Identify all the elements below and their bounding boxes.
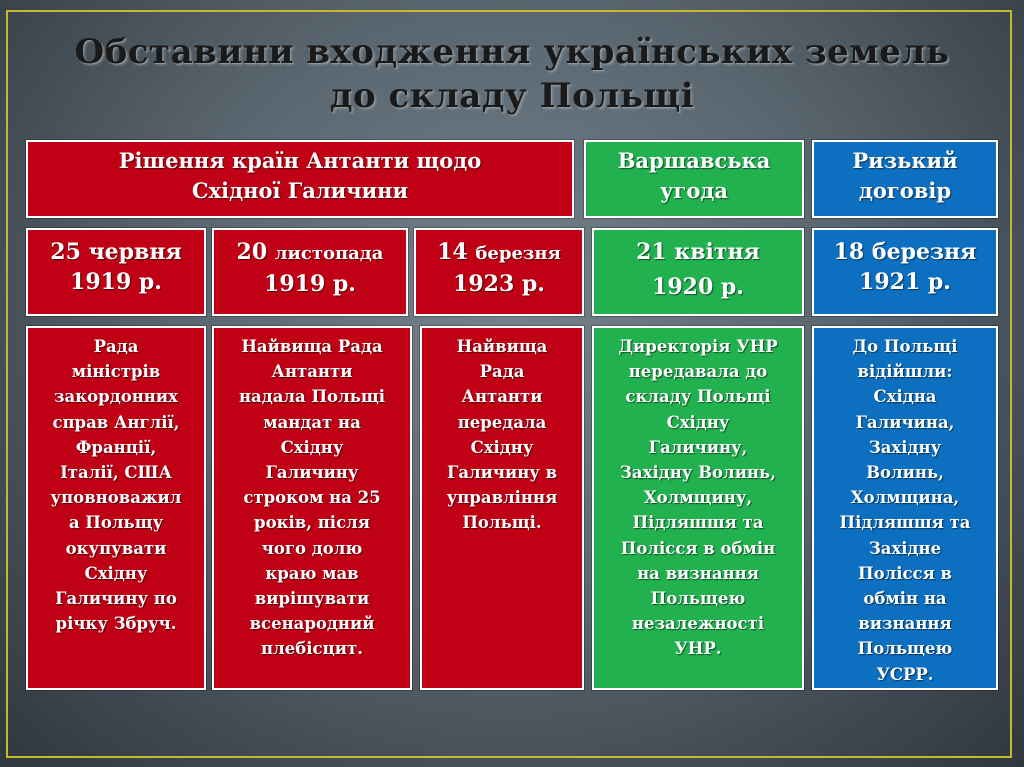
header-warsaw-line-2: угода	[660, 178, 728, 203]
date-2-day-month	[214, 237, 406, 269]
date-4-day: 21 квітня	[636, 239, 760, 265]
date-box-2	[212, 228, 408, 316]
header-entente-decisions	[26, 140, 574, 218]
date-1-day: 25 червня	[50, 239, 182, 265]
date-2-day: 20	[236, 239, 268, 265]
event-description-3: Найвища Рада Антанти передала Східну Галичину в управління Польщі.	[420, 326, 584, 690]
date-2-year: 1919 р.	[264, 271, 356, 297]
header-riga-line-1: Ризький	[852, 148, 958, 173]
date-3-month: березня	[475, 243, 561, 264]
date-5-year: 1921 р.	[859, 269, 951, 295]
date-1-year: 1919 р.	[70, 269, 162, 295]
date-box-4	[592, 228, 804, 316]
date-3-year: 1923 р.	[453, 271, 545, 297]
event-description-1: Рада міністрів закордонних справ Англії, Франції, Італії, США уповноважил а Польщу окупувати Східну Галичину по річку Збруч.	[26, 326, 206, 690]
date-box-5	[812, 228, 998, 316]
event-description-4: Директорія УНР передавала до складу Польщі Східну Галичину, Західну Волинь, Холмщину, Підляшшя та Полісся в обмін на визнання Польщею незалежності УНР.	[592, 326, 804, 690]
header-entente-line-2: Східної Галичини	[191, 178, 409, 203]
header-entente-line-1: Рішення країн Антанти щодо	[118, 148, 482, 173]
date-3-day-month	[416, 237, 582, 269]
event-description-2: Найвища Рада Антанти надала Польщі мандат на Східну Галичину строком на 25 років, після чого долю краю мав вирішувати всенародний плебісцит.	[212, 326, 412, 690]
date-4-year: 1920 р.	[652, 274, 744, 300]
header-riga-line-2: договір	[858, 178, 952, 203]
date-5-day: 18 березня	[833, 239, 977, 265]
title-line-1: Обставини входження українських земель	[74, 32, 950, 72]
title-line-2: до складу Польщі	[329, 76, 695, 116]
slide-title	[0, 30, 1024, 118]
date-box-1	[26, 228, 206, 316]
header-warsaw-line-1: Варшавська	[617, 148, 771, 173]
header-riga-treaty	[812, 140, 998, 218]
header-warsaw-agreement	[584, 140, 804, 218]
date-2-month: листопада	[274, 243, 384, 264]
date-3-day: 14	[437, 239, 468, 265]
date-box-3	[414, 228, 584, 316]
event-description-5: До Польщі відійшли: Східна Галичина, Західну Волинь, Холмщина, Підляшшя та Західне Полісся в обмін на визнання Польщею УСРР.	[812, 326, 998, 690]
